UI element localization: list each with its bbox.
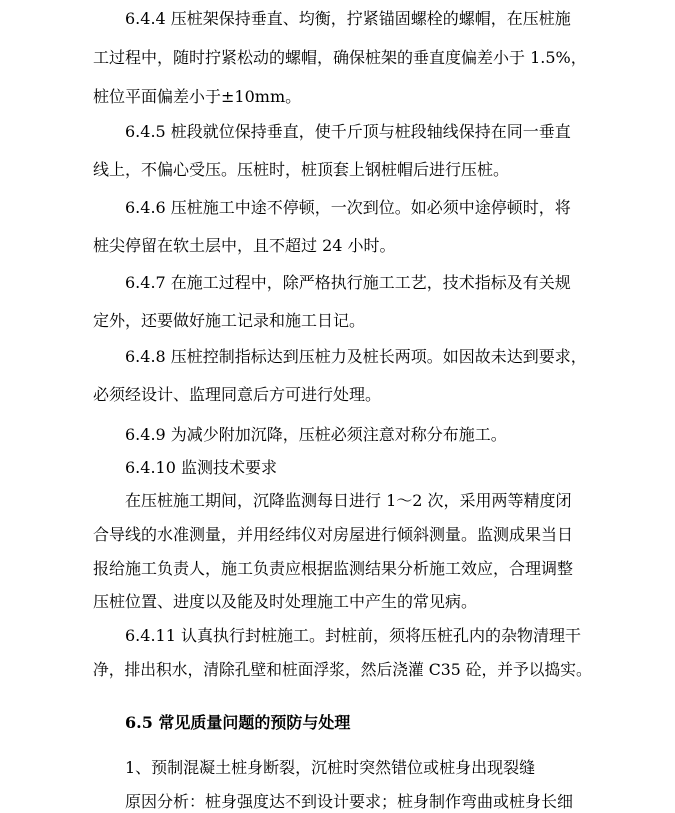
text-line: 1、预制混凝土桩身断裂，沉桩时突然错位或桩身出现裂缝 [125, 758, 536, 777]
text-line: 必须经设计、监理同意后方可进行处理。 [93, 385, 382, 404]
text-line: 6.4.5 桩段就位保持垂直，使千斤顶与桩段轴线保持在同一垂直 [125, 122, 571, 141]
text-line: 原因分析：桩身强度达不到设计要求；桩身制作弯曲或桩身长细 [125, 792, 574, 811]
text-line: 6.4.9 为减少附加沉降，压桩必须注意对称分布施工。 [125, 425, 507, 444]
text-line: 报给施工负责人，施工负责应根据监测结果分析施工效应，合理调整 [93, 559, 574, 578]
text-line: 6.4.8 压桩控制指标达到压桩力及桩长两项。如因故未达到要求， [125, 347, 587, 366]
text-line: 桩位平面偏差小于±10mm。 [93, 87, 302, 106]
section-heading: 6.4.10 监测技术要求 [125, 458, 277, 477]
text-line: 在压桩施工期间，沉降监测每日进行 1～2 次，采用两等精度闭 [125, 491, 572, 510]
text-line: 线上，不偏心受压。压桩时，桩顶套上钢桩帽后进行压桩。 [93, 160, 510, 179]
text-line: 压桩位置、进度以及能及时处理施工中产生的常见病。 [93, 592, 478, 611]
text-line: 6.4.6 压桩施工中途不停顿，一次到位。如必须中途停顿时，将 [125, 198, 571, 217]
text-line: 合导线的水准测量，并用经纬仪对房屋进行倾斜测量。监测成果当日 [93, 525, 574, 544]
section-title: 6.5 常见质量问题的预防与处理 [125, 713, 351, 732]
text-line: 桩尖停留在软土层中，且不超过 24 小时。 [93, 236, 396, 255]
text-line: 定外，还要做好施工记录和施工日记。 [93, 311, 366, 330]
text-line: 6.4.7 在施工过程中，除严格执行施工工艺，技术指标及有关规 [125, 273, 571, 292]
text-line: 6.4.4 压桩架保持垂直、均衡，拧紧锚固螺栓的螺帽，在压桩施 [125, 9, 571, 28]
text-line: 净，排出积水，清除孔壁和桩面浮浆，然后浇灌 C35 砼，并予以捣实。 [93, 660, 592, 679]
text-line: 6.4.11 认真执行封桩施工。封桩前，须将压桩孔内的杂物清理干 [125, 626, 581, 645]
text-line: 工过程中，随时拧紧松动的螺帽，确保桩架的垂直度偏差小于 1.5%， [93, 48, 587, 67]
